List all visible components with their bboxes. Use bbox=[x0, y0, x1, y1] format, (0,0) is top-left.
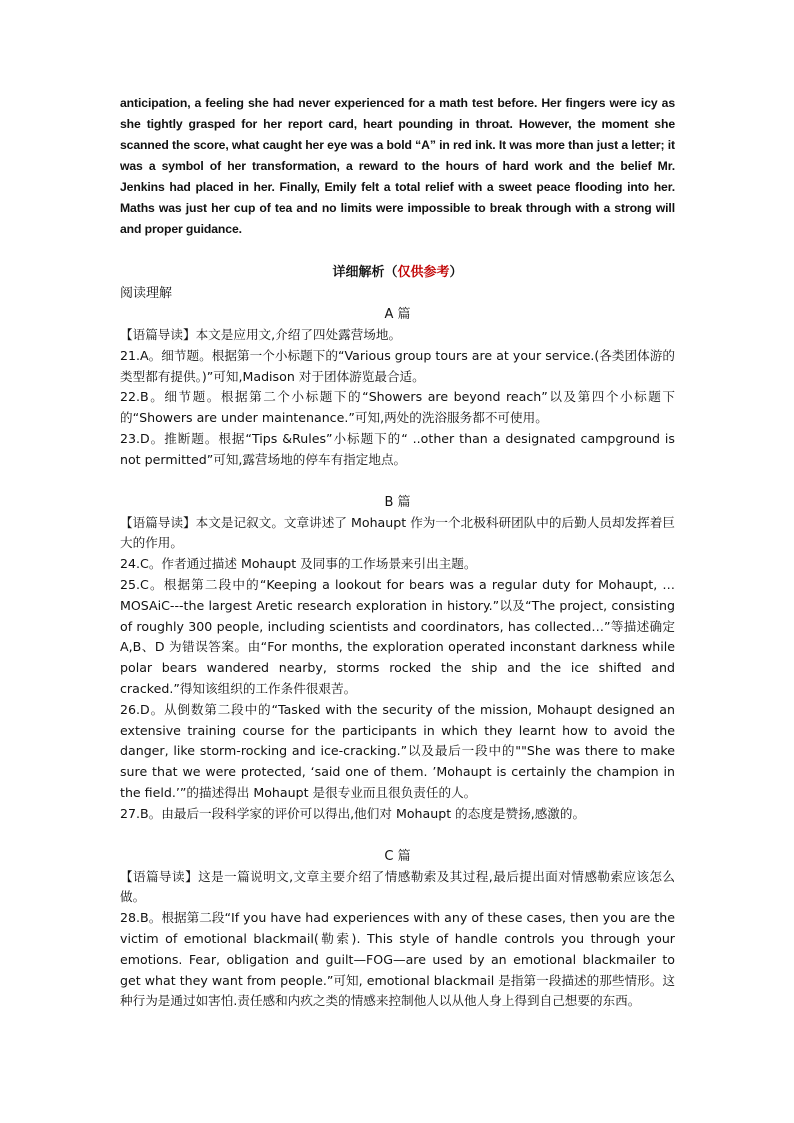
analysis-heading bbox=[120, 262, 675, 283]
heading-close: ） bbox=[449, 265, 463, 280]
answer-line: 23.D。推断题。根据“Tips &Rules”小标题下的“ ..other than a designated campground is not permitted”可知,露营场地的停车有指定地点。 bbox=[120, 430, 675, 467]
answer-line: 21.A。细节题。根据第一个小标题下的“Various group tours are at your service.(各类团体游的类型都有提供。)”可知,Madison 对于团体游览最合适。 bbox=[120, 347, 675, 384]
section-title: B 篇 bbox=[384, 494, 411, 510]
answer-line: 22.B。细节题。根据第二个小标题下的“Showers are beyond reach”以及第四个小标题下的“Showers are under maintenance.”可知,两处的洗浴服务都不可使用。 bbox=[120, 389, 675, 426]
section-title: A 篇 bbox=[384, 307, 411, 322]
section-intro: 【语篇导读】本文是应用文,介绍了四处露营场地。 bbox=[120, 327, 402, 342]
answer-line: 24.C。作者通过描述 Mohaupt 及同事的工作场景来引出主题。 bbox=[120, 556, 477, 572]
heading-main: 详细解析（ bbox=[332, 265, 398, 280]
answer-line: 28.B。根据第二段“If you have had experiences with any of these cases, then you are the victim of emotional blackmail(勒索). This style of handle controls you through your emotions. Fear, obligation and guilt—FOG—are used by an emotional blackmailer to get what they want from people.”可知, emotional blackmail 是指第一段描述的那些情形。这种行为是通过如害怕.责任感和内疚之类的情感来控制他人以从他人身上得到自己想要的东西。 bbox=[120, 910, 675, 1009]
section-intro: 【语篇导读】这是一篇说明文,文章主要介绍了情感勒索及其过程,最后提出面对情感勒索应该怎么做。 bbox=[120, 868, 675, 905]
answer-line: 27.B。由最后一段科学家的评价可以得出,他们对 Mohaupt 的态度是赞扬,感激的。 bbox=[120, 805, 586, 821]
heading-ref: 仅供参考 bbox=[397, 265, 450, 280]
section-intro: 【语篇导读】本文是记叙文。文章讲述了 Mohaupt 作为一个北极科研团队中的后勤人员却发挥着巨大的作用。 bbox=[120, 514, 675, 551]
page-content bbox=[120, 93, 675, 1012]
category-label: 阅读理解 bbox=[120, 286, 173, 301]
passage-paragraph: anticipation, a feeling she had never experienced for a math test before. Her fingers were icy as she tightly grasped for her report card, heart pounding in throat. However, the moment she scanned the score, what caught her eye was a bold “A” in red ink. It was more than just a letter; it was a symbol of her transformation, a reward to the hours of hard work and the belief Mr. Jenkins had placed in her. Finally, Emily felt a total relief with a sweet peace flooding into her. Maths was just her cup of tea and no limits were impossible to break through with a strong will and proper guidance. bbox=[120, 96, 675, 236]
answer-line: 25.C。根据第二段中的“Keeping a lookout for bears was a regular duty for Mohaupt, … MOSAiC---the largest Aretic research exploration in history.”以及“The project, consisting of roughly 300 people, including scientists and coordinators, has collected…”等描述确定 A,B、D 为错误答案。由“For months, the exploration operated inconstant darkness while polar bears wandered nearby, storms rocked the ship and the ice shifted and cracked.”得知该组织的工作条件很艰苦。 bbox=[120, 576, 675, 696]
sections bbox=[120, 304, 675, 1012]
section-title: C 篇 bbox=[384, 848, 411, 864]
answer-line: 26.D。从倒数第二段中的“Tasked with the security of the mission, Mohaupt designed an extensive training course for the participants in which they learnt how to avoid the danger, like storm-rocking and ice-cracking.”以及最后一段中的""She was there to make sure that we were protected, ‘said one of them. ’Mohaupt is certainly the champion in the field.’”的描述得出 Mohaupt 是很专业而且很负责任的人。 bbox=[120, 701, 675, 800]
